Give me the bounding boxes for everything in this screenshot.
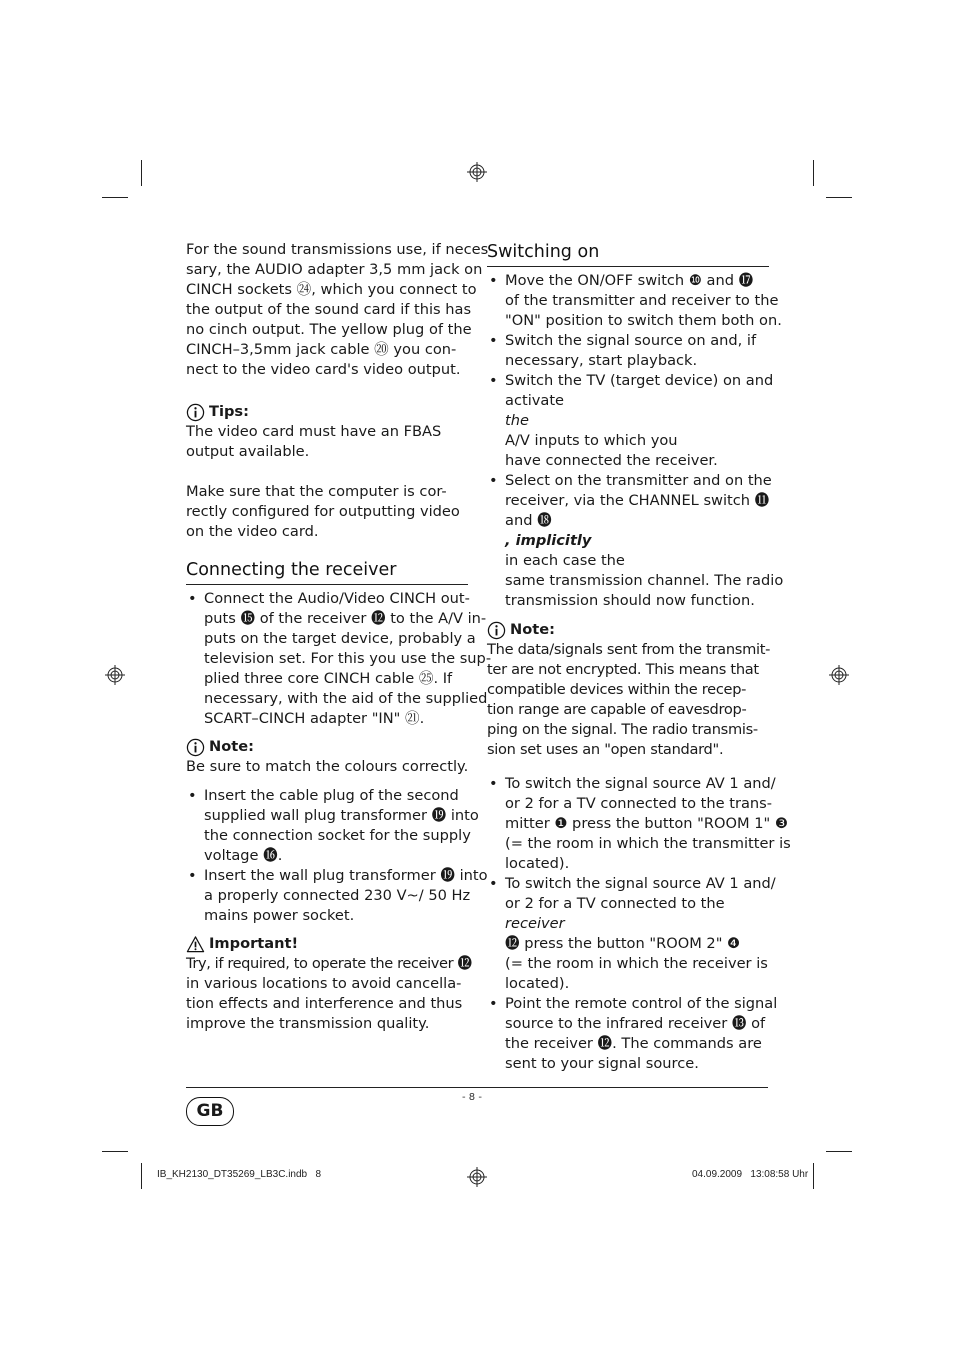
footer-rule bbox=[186, 1087, 768, 1088]
registration-mark-icon bbox=[829, 665, 849, 685]
crop-mark bbox=[826, 197, 852, 198]
list-item: • Move the ON/OFF switch ❿ and ⓱ of the transmitter and receiver to the "ON" position to switch them both on. bbox=[487, 271, 769, 331]
language-badge: GB bbox=[186, 1097, 234, 1126]
registration-mark-icon bbox=[467, 1167, 487, 1187]
tips-label: Tips: bbox=[209, 403, 249, 420]
tips-paragraph: Make sure that the computer is cor- rectly configured for outputting video on the video card. bbox=[186, 483, 460, 540]
list-item: • Switch the signal source on and, if necessary, start playback. bbox=[487, 331, 769, 371]
list-item: • Connect the Audio/Video CINCH out- puts ⓯ of the receiver ⓬ to the A/V in- puts on the target device, probably a television set. For this you use the sup- plied three core CINCH cable ㉕. If necessary, with the aid of the supplied SCART–CINCH adapter "IN" ㉑. bbox=[186, 589, 468, 729]
list-item: • To switch the signal source AV 1 and/ or 2 for a TV connected to the receiver ⓬ press the button "ROOM 2" ❹ (= the room in which the receiver is located). bbox=[487, 874, 769, 994]
crop-mark bbox=[141, 1163, 142, 1189]
bullet-list bbox=[186, 786, 488, 926]
page-number: - 8 - bbox=[462, 1092, 482, 1103]
list-item: • Switch the TV (target device) on and activate the A/V inputs to which you have connected the receiver. bbox=[487, 371, 769, 471]
left-column bbox=[186, 240, 494, 1034]
crop-mark bbox=[813, 160, 814, 186]
bullet-list bbox=[487, 774, 791, 1074]
tips-paragraph: The video card must have an FBAS output available. bbox=[186, 423, 442, 460]
info-icon bbox=[186, 738, 205, 757]
crop-mark bbox=[813, 1163, 814, 1189]
info-icon bbox=[186, 403, 205, 422]
list-item: • To switch the signal source AV 1 and/ or 2 for a TV connected to the trans- mitter ❶ press the button "ROOM 1" ❸ (= the room in which the transmitter is located). bbox=[487, 774, 769, 874]
note-label: Note: bbox=[209, 738, 254, 755]
crop-mark bbox=[102, 1151, 128, 1152]
warning-icon bbox=[186, 935, 205, 954]
note-heading bbox=[487, 620, 769, 640]
note-paragraph: Be sure to match the colours correctly. bbox=[186, 758, 469, 775]
list-item: • Select on the transmitter and on the receiver, via the CHANNEL switch ⓫ and ⓲ , implicitly in each case the same transmission channel. The radio transmission should now function. bbox=[487, 471, 769, 611]
section-heading-switching-on: Switching on bbox=[487, 240, 769, 267]
crop-mark bbox=[826, 1151, 852, 1152]
important-heading bbox=[186, 934, 468, 954]
important-label: Important! bbox=[209, 935, 299, 952]
registration-mark-icon bbox=[467, 162, 487, 182]
note-label: Note: bbox=[510, 621, 555, 638]
important-paragraph: Try, if required, to operate the receiver ⓬ in various locations to avoid cancella- tion effects and interference and thus improve the transmission quality. bbox=[186, 955, 472, 1032]
list-item: • Insert the cable plug of the second supplied wall plug transformer ⓳ into the connection socket for the supply voltage ⓰. bbox=[186, 786, 468, 866]
note-heading bbox=[186, 737, 468, 757]
info-icon bbox=[487, 621, 506, 640]
crop-mark bbox=[102, 197, 128, 198]
intro-paragraph: For the sound transmissions use, if neces- sary, the AUDIO adapter 3,5 mm jack on CINCH sockets ㉔, which you connect to the output of the sound card if this has no cinch output. The yellow plug of the CINCH–3,5mm jack cable ⑳ you con- nect to the video card's video output. bbox=[186, 241, 494, 378]
tips-heading bbox=[186, 402, 468, 422]
file-info: IB_KH2130_DT35269_LB3C.indb 8 bbox=[157, 1169, 322, 1180]
section-heading-connecting-receiver: Connecting the receiver bbox=[186, 558, 468, 585]
registration-mark-icon bbox=[105, 665, 125, 685]
note-paragraph: The data/signals sent from the transmit- ter are not encrypted. This means that compatible devices within the recep- tion range are capable of eavesdrop- ping on the signal. The radio transmis- sion set uses an "open standard". bbox=[487, 641, 771, 758]
print-timestamp: 04.09.2009 13:08:58 Uhr bbox=[692, 1169, 809, 1180]
list-item: • Insert the wall plug transformer ⓳ into a properly connected 230 V~/ 50 Hz mains power socket. bbox=[186, 866, 468, 926]
list-item: • Point the remote control of the signal source to the infrared receiver ⓭ of the receiver ⓬. The commands are sent to your signal source. bbox=[487, 994, 769, 1074]
crop-mark bbox=[141, 160, 142, 186]
bullet-list bbox=[487, 271, 784, 611]
bullet-list bbox=[186, 589, 492, 729]
right-column bbox=[487, 240, 791, 1074]
